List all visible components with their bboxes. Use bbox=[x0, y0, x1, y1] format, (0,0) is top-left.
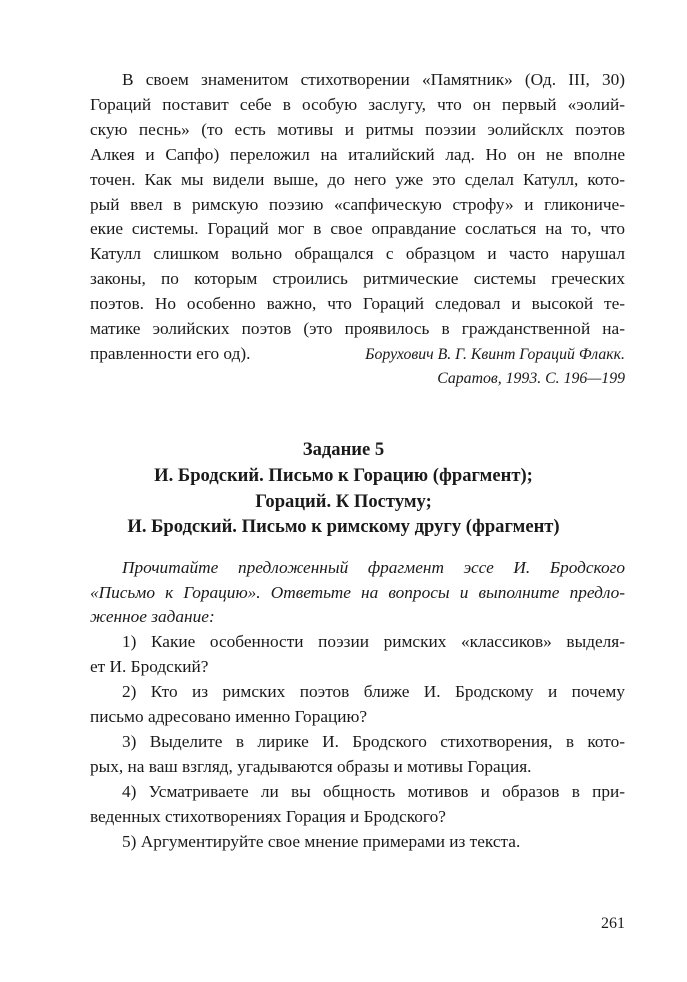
quote-source-author: Борухович В. Г. Квинт Гораций Флакк. bbox=[365, 346, 625, 363]
quote-line: скую песнь» (то есть мотивы и ритмы поэзии эолийсклх поэтов bbox=[90, 120, 625, 139]
question-line: письмо адресовано именно Горацию? bbox=[90, 707, 368, 726]
quote-line: Катулл слишком вольно обращался с образцом и часто нарушал bbox=[90, 244, 625, 263]
quote-line: точен. Как мы видели выше, до него уже это сделал Катулл, кото- bbox=[90, 170, 625, 189]
question-line: 3) Выделите в лирике И. Бродского стихотворения, в кото- bbox=[122, 732, 625, 751]
quote-line: екие системы. Гораций мог в свое оправдание сослаться на то, что bbox=[90, 219, 625, 238]
page-number: 261 bbox=[601, 915, 625, 932]
task-number: Задание 5 bbox=[302, 439, 385, 460]
question-line: веденных стихотворениях Горация и Бродского? bbox=[90, 807, 446, 826]
quote-line: матике эолийских поэтов (это проявилось в гражданственной на- bbox=[90, 319, 625, 338]
question-line: 5) Аргументируйте свое мнение примерами из текста. bbox=[122, 832, 521, 851]
quote-line: В своем знаменитом стихотворении «Памятник» (Од. III, 30) bbox=[122, 70, 625, 89]
quote-source-publication: Саратов, 1993. С. 196—199 bbox=[437, 370, 625, 387]
quote-line: Алкея и Сапфо) переложил на италийский лад. Но он не вполне bbox=[90, 145, 625, 164]
question-line: рых, на ваш взгляд, угадываются образы и мотивы Горация. bbox=[90, 757, 532, 776]
question-line: ет И. Бродский? bbox=[90, 657, 209, 676]
quote-line: поэтов. Но особенно важно, что Гораций следовал и высокой те- bbox=[90, 294, 625, 313]
task-title-line: Гораций. К Постуму; bbox=[255, 491, 432, 512]
instruction-line: «Письмо к Горацию». Ответьте на вопросы и выполните предло- bbox=[90, 583, 625, 602]
task-title-line: И. Бродский. Письмо к Горацию (фрагмент); bbox=[154, 465, 533, 486]
quote-line: правленности его од). bbox=[90, 344, 251, 363]
question-line: 2) Кто из римских поэтов ближе И. Бродскому и почему bbox=[122, 682, 625, 701]
instruction-line: Прочитайте предложенный фрагмент эссе И. Бродского bbox=[122, 558, 625, 577]
question-line: 1) Какие особенности поэзии римских «классиков» выделя- bbox=[122, 632, 625, 651]
question-line: 4) Усматриваете ли вы общность мотивов и образов в при- bbox=[122, 782, 625, 801]
quote-line: Гораций поставит себе в особую заслугу, что он первый «эолий- bbox=[90, 95, 625, 114]
task-title-line: И. Бродский. Письмо к римскому другу (фрагмент) bbox=[127, 516, 560, 537]
quote-line: рый ввел в римскую поэзию «сапфическую строфу» и гликониче- bbox=[90, 195, 625, 214]
quote-line: законы, по которым строились ритмические системы греческих bbox=[90, 269, 625, 288]
instruction-line: женное задание: bbox=[90, 607, 215, 626]
